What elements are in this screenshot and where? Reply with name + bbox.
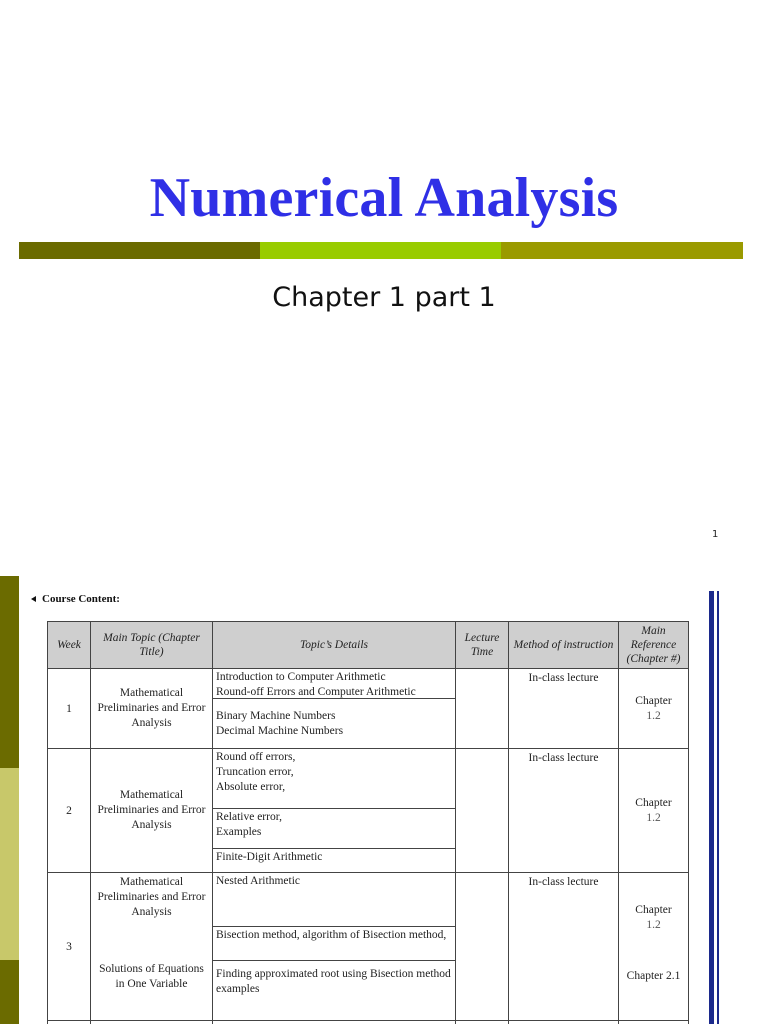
strip-segment-3 (0, 960, 19, 1024)
header-week: Week (48, 622, 91, 669)
cell-main-topic (91, 873, 213, 1021)
table-row (48, 873, 689, 1021)
cell-reference (619, 669, 689, 749)
cell-lecture-time (456, 669, 509, 749)
strip-segment-1 (0, 576, 19, 768)
strip-segment-2 (0, 768, 19, 960)
course-content-table (47, 621, 689, 1024)
reference-secondary: Chapter 2.1 (626, 970, 681, 982)
right-border-rule-thick (709, 591, 714, 1024)
course-content-heading (31, 593, 120, 605)
detail-item: Nested Arithmetic (213, 873, 455, 927)
title-underline-bar (19, 242, 743, 259)
cell-reference (619, 749, 689, 873)
cell-details (213, 873, 456, 1021)
cell-lecture-time (456, 749, 509, 873)
cell-details (213, 1021, 456, 1024)
reference-label: Chapter (635, 694, 672, 707)
cell-week: 3 (48, 873, 91, 1021)
detail-item: Introduction to Computer Arithmetic Round-off Errors and Computer Arithmetic (213, 669, 455, 699)
cell-main-topic: Mathematical Preliminaries and Error Analysis (91, 669, 213, 749)
bar-segment-1 (19, 242, 260, 259)
bar-segment-3 (501, 242, 743, 259)
cell-lecture-time (456, 1021, 509, 1024)
cell-main-topic (91, 1021, 213, 1024)
detail-item: Binary Machine Numbers Decimal Machine Numbers (216, 710, 344, 737)
cell-method: In-class lecture (509, 873, 619, 1021)
cell-details (213, 669, 456, 749)
detail-item: Finding approximated root using Bisection method examples (216, 968, 451, 995)
header-main-topic: Main Topic (Chapter Title) (91, 622, 213, 669)
cell-reference (619, 873, 689, 1021)
detail-item: Bisection method, algorithm of Bisection method, (213, 927, 455, 961)
course-content-label: Course Content: (42, 593, 120, 605)
header-method: Method of instruction (509, 622, 619, 669)
cell-method (509, 1021, 619, 1024)
header-reference: Main Reference (Chapter #) (619, 622, 689, 669)
cell-week: 2 (48, 749, 91, 873)
reference-label: Chapter (635, 904, 672, 916)
right-border-rule-thin (717, 591, 719, 1024)
cell-method: In-class lecture (509, 749, 619, 873)
detail-item: Relative error, Examples (213, 809, 455, 849)
cell-details (213, 749, 456, 873)
reference-number: 1.2 (646, 811, 661, 824)
table-row (48, 749, 689, 873)
course-content-slide (0, 576, 768, 1024)
main-topic-secondary: Solutions of Equations in One Variable (99, 963, 204, 990)
header-lecture-time: Lecture Time (456, 622, 509, 669)
cell-week (48, 1021, 91, 1024)
table-row (48, 669, 689, 749)
page-number: 1 (712, 529, 719, 540)
cell-week: 1 (48, 669, 91, 749)
reference-number: 1.2 (646, 709, 661, 722)
left-decor-strip (0, 576, 19, 1024)
cell-method: In-class lecture (509, 669, 619, 749)
slide-title: Numerical Analysis (149, 167, 619, 229)
table-header-row (48, 622, 689, 669)
slide-subtitle: Chapter 1 part 1 (272, 282, 496, 313)
detail-item: Finite-Digit Arithmetic (216, 851, 323, 863)
bullet-arrow-icon (31, 596, 36, 602)
header-details: Topic’s Details (213, 622, 456, 669)
reference-label: Chapter (635, 796, 672, 809)
detail-item: Round off errors, Truncation error, Absolute error, (213, 749, 455, 809)
main-topic-primary: Mathematical Preliminaries and Error Analysis (97, 876, 206, 918)
bar-segment-2 (260, 242, 501, 259)
cell-main-topic: Mathematical Preliminaries and Error Analysis (91, 749, 213, 873)
table-row (48, 1021, 689, 1024)
cell-lecture-time (456, 873, 509, 1021)
cell-reference (619, 1021, 689, 1024)
reference-number: 1.2 (646, 919, 661, 931)
